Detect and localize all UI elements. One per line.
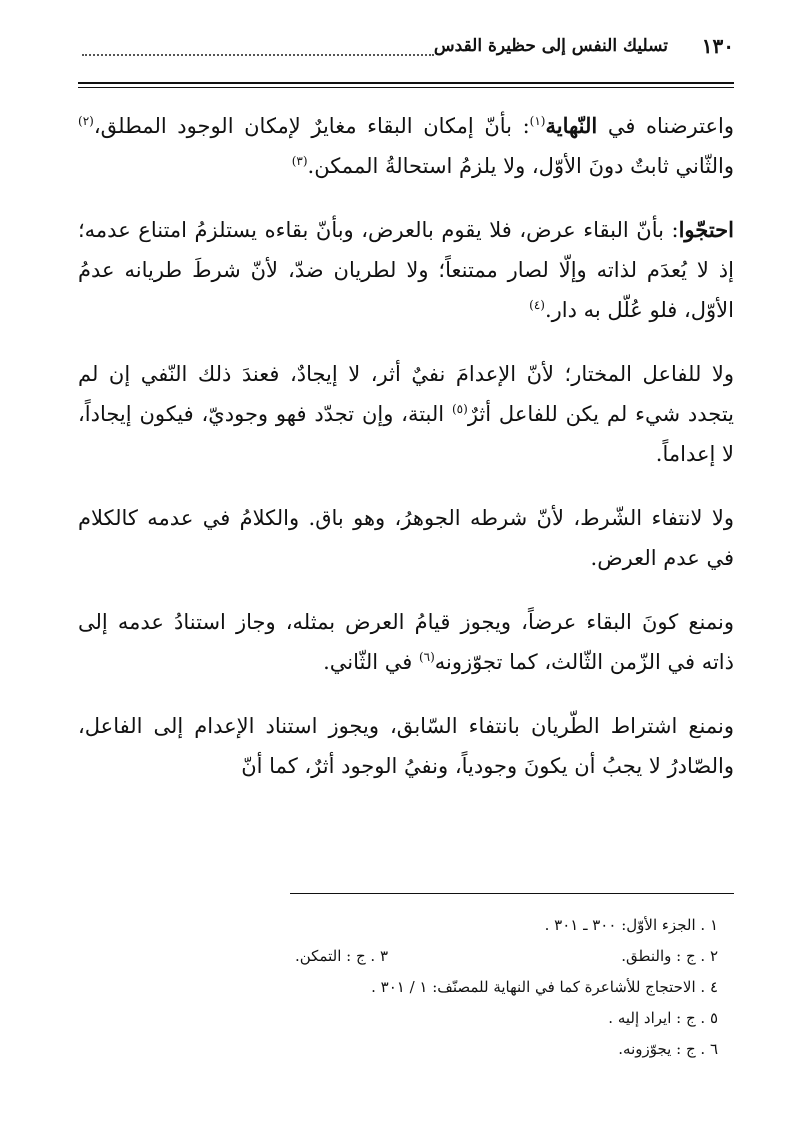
- text-run: البتة، وإن تجدّد فهو وجوديّ، فيكون إيجاداً، لا إعداماً.: [78, 402, 734, 466]
- footnote-1: [78, 910, 718, 941]
- text-run: في الثّاني.: [323, 650, 419, 674]
- text-run: واعترضناه في: [597, 114, 734, 138]
- main-text: [78, 106, 734, 810]
- footnote-6: [78, 1034, 718, 1065]
- footnote-ref-4: (٤): [529, 298, 545, 312]
- text-run: ونمنع اشتراط الطّريان بانتفاء السّابق، ويجوز استناد الإعدام إلى الفاعل، والصّادرُ لا يجبُ أن يكونَ وجودياً، ونفيُ الوجود أثرٌ، كما أنّ: [78, 714, 734, 778]
- paragraph-6: [78, 706, 734, 786]
- footnote-ref-6: (٦): [418, 650, 435, 664]
- paragraph-2: [78, 210, 734, 330]
- paragraph-4: [78, 498, 734, 578]
- footnote-4: [78, 972, 718, 1003]
- footnote-2: ٢ . ج : والنطق.: [621, 947, 718, 965]
- running-title: تسليك النفس إلى حظيرة القدس: [433, 36, 668, 56]
- footnote-text: ٥ . ج : ايراد إليه .: [608, 1009, 718, 1027]
- book-title-bold: النّهاية: [545, 113, 598, 138]
- text-run: ولا للفاعل المختار؛ لأنّ الإعدامَ نفيٌ أثر، لا إيجادٌ، فعندَ ذلك النّفي إن لم يتجدد شيء لم يكن للفاعل أثرٌ: [78, 362, 734, 426]
- footnote-text: ٤ . الاحتجاج للأشاعرة كما في النهاية للمصنّف: ١ / ٣٠١ .: [371, 978, 718, 996]
- text-run: والثّاني ثابتٌ دونَ الأوّل، ولا يلزمُ استحالةُ الممكن.: [307, 154, 734, 178]
- header-rule-thin: [78, 87, 734, 88]
- footnotes: [78, 910, 718, 1065]
- text-run: ولا لانتفاء الشّرط، لأنّ شرطه الجوهرُ، وهو باق. والكلامُ في عدمه كالكلام في عدم العرض.: [78, 506, 734, 570]
- footnote-ref-5: (٥): [451, 402, 468, 416]
- text-run: : بأنّ إمكان البقاء مغايرٌ لإمكان الوجود المطلق،: [93, 114, 530, 138]
- footnote-3: ٣ . ج : التمكن.: [294, 947, 388, 965]
- text-run: : بأنّ البقاء عرض، فلا يقوم بالعرض، وبأنّ بقاءه يستلزمُ امتناع عدمه؛ إذ لا يُعدَم لذاته وإلّا لصار ممتنعاً؛ ولا لطريان ضدّ، لأنّ شرطَ طريانه عدمُ الأوّل، فلو عُلّل به دار.: [78, 218, 734, 322]
- header-rule-thick: [78, 82, 734, 84]
- paragraph-3: [78, 354, 734, 474]
- paragraph-5: [78, 602, 734, 682]
- footnote-text: ١ . الجزء الأوّل: ٣٠٠ ـ ٣٠١ .: [544, 916, 718, 934]
- footnote-row-2-3: [78, 941, 718, 972]
- argument-heading-bold: احتجّوا: [678, 217, 734, 242]
- footnote-ref-1: (١): [529, 114, 546, 128]
- page-number: ١٣٠: [701, 34, 734, 58]
- text-run: ونمنع كونَ البقاء عرضاً، ويجوز قيامُ العرض بمثله، وجاز استنادُ عدمه إلى ذاته في الزّمن الثّالث، كما تجوّزونه: [78, 610, 734, 674]
- running-header: [78, 30, 734, 74]
- header-dotted-leader: [82, 54, 434, 56]
- footnote-5: [78, 1003, 718, 1034]
- footnote-ref-2: (٢): [78, 114, 94, 128]
- footnote-separator: [290, 893, 734, 894]
- footnote-text: ٦ . ج : يجوّزونه.: [618, 1040, 718, 1058]
- paragraph-1: [78, 106, 734, 186]
- footnote-ref-3: (٣): [291, 154, 308, 168]
